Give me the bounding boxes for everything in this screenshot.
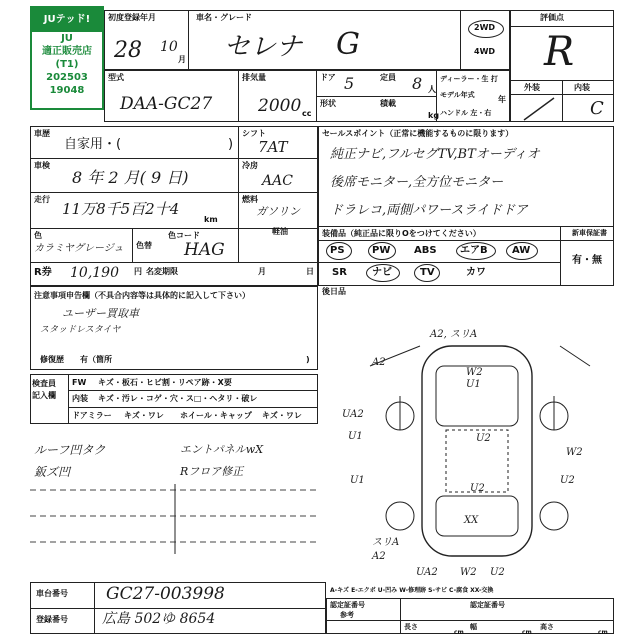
equipment-label: 装備品（純正品に限りOをつけてください） — [322, 229, 481, 238]
car-name-label: 車名・グレード — [196, 13, 252, 22]
inspector-label1: 検査員 — [32, 379, 56, 388]
notes-label: 注意事項申告欄（不具合内容等は具体的に記入して下さい） — [34, 291, 250, 300]
chassis-label: 車台番号 — [36, 589, 68, 598]
height-label: 高さ — [540, 623, 554, 631]
equip-aw: AW — [512, 245, 531, 256]
diagram-legend: A-キズ E-エクボ U-凹み W-修理跡 S-サビ C-腐食 XX-交換 — [330, 587, 494, 594]
badge-num2: 19048 — [49, 85, 85, 96]
mark-u2-mid: U2 — [476, 433, 491, 444]
fuel-value: ガソリン — [256, 205, 300, 218]
remark-right2: Rフロア修正 — [180, 465, 244, 478]
equip-ps: PS — [330, 245, 345, 256]
remark-left2: 鈑ズ凹 — [34, 465, 71, 479]
exterior-label: 外装 — [524, 83, 540, 92]
color-code-value: HAG — [184, 240, 225, 260]
diagram-top-label: A2, スリA — [430, 329, 478, 340]
expiry-month: 月 — [258, 267, 266, 276]
shift-label: シフト — [242, 129, 266, 138]
cert-label: 認定証番号 — [330, 601, 365, 609]
door-label: ドア — [320, 73, 336, 82]
equip-tv: TV — [420, 267, 435, 278]
color-label: 色 — [34, 231, 42, 240]
insp-row2-head: 内装 — [72, 394, 88, 403]
equip-leather: カワ — [466, 267, 486, 278]
sales-label: セールスポイント（正常に機能するものに限ります） — [322, 129, 514, 138]
insp-row3-c: キズ・ワレ — [262, 411, 302, 420]
inspection-label: 車検 — [34, 161, 50, 170]
cm-2: cm — [522, 629, 532, 636]
cc-unit: cc — [302, 109, 312, 118]
displacement-value: 2000 — [258, 96, 302, 116]
reg-year-label: 初度登録年月 — [108, 13, 156, 22]
interior-label: 内装 — [574, 83, 590, 92]
insp-row1: キズ・板石・ヒビ割・リペア跡・X要 — [98, 378, 232, 387]
after-market-label: 後日品 — [322, 287, 346, 296]
interior-grade: C — [590, 98, 604, 119]
mark-u1-left: U1 — [348, 431, 363, 442]
registration-label: 登録番号 — [36, 615, 68, 624]
grade: G — [336, 27, 360, 62]
equip-pw: PW — [372, 245, 391, 256]
drive-4wd: 4WD — [474, 47, 496, 56]
fee-label: 新車保証書 — [572, 229, 607, 237]
remark-left1: ルーフ凹タク — [34, 443, 106, 457]
load-label: 積載 — [380, 99, 396, 108]
color-value: カラミヤグレージュ — [34, 243, 124, 254]
shift-value: 7AT — [258, 138, 288, 156]
door-value: 5 — [344, 74, 355, 93]
insp-row3-a: キズ・ワレ — [124, 411, 164, 420]
usage-value: 自家用・( — [64, 137, 122, 152]
kg-unit: kg — [428, 111, 440, 120]
registration-value: 広島 502ゆ 8654 — [102, 611, 216, 627]
mark-u1-top: U1 — [466, 379, 481, 390]
mark-u2-bottom: U2 — [490, 567, 505, 578]
fuel-label: 燃料 — [242, 195, 258, 204]
displacement-label: 排気量 — [242, 73, 266, 82]
mark-ua2-left: UA2 — [342, 409, 364, 420]
mark-u2-mid2: U2 — [470, 483, 485, 494]
mileage-unit: km — [204, 215, 218, 224]
cm-3: cm — [598, 629, 608, 636]
badge-brand: JUテッド! — [32, 8, 102, 32]
mark-u1-left2: U1 — [350, 475, 365, 486]
badge-ju: JU — [61, 33, 73, 44]
handle-label: ハンドル 左・右 — [440, 109, 492, 117]
usage-close: ) — [228, 137, 234, 152]
repair-label: 修復歴 — [40, 355, 64, 364]
width-label: 幅 — [470, 623, 477, 631]
reg-month: 10 — [160, 39, 178, 55]
recycle-value: 10,190 — [70, 265, 119, 281]
mark-suri-a: スリA — [372, 537, 400, 548]
dealer-badge — [30, 6, 104, 110]
year-unit: 年 — [498, 95, 506, 104]
badge-num1: 202503 — [46, 72, 88, 83]
mark-a2-left: A2 — [372, 357, 386, 368]
fee-value: 有・無 — [572, 255, 602, 266]
drive-2wd: 2WD — [474, 23, 496, 32]
chassis-value: GC27-003998 — [106, 584, 225, 604]
mileage-label: 走行 — [34, 195, 50, 204]
model-year-label: モデル年式 — [440, 91, 475, 99]
shape-label: 形状 — [320, 99, 336, 108]
inspector-label2: 記入欄 — [32, 391, 56, 400]
capacity-value: 8 — [412, 74, 423, 93]
cm-1: cm — [454, 629, 464, 636]
month-unit: 月 — [178, 55, 186, 64]
rating-label: 評価点 — [540, 13, 564, 22]
insp-row1-head: FW — [72, 378, 87, 387]
mark-w2-top: W2 — [466, 367, 483, 378]
repair-value: 有（箇所 — [80, 355, 112, 364]
reg-year: 28 — [114, 38, 142, 63]
remark-right1: エントパネルwX — [180, 443, 264, 456]
recycle-label: R券 — [34, 267, 52, 278]
mark-a2-bottom: A2 — [372, 551, 386, 562]
color-code-label: 色コード — [168, 231, 200, 240]
insp-row3-b: ホイール・キャップ — [180, 411, 252, 420]
equip-abs: ABS — [414, 245, 437, 256]
equip-navi: ナビ — [372, 267, 392, 278]
color-change-label: 色替 — [136, 241, 152, 250]
length-label: 長さ — [404, 623, 418, 631]
rating-value: R — [544, 29, 575, 75]
ref-label: 参考 — [340, 611, 354, 619]
equip-sr: SR — [332, 267, 347, 278]
car-name: セレナ — [224, 32, 303, 62]
aircon-label: 冷房 — [242, 161, 258, 170]
sales-line1: 純正ナビ,フルセグTV,BTオーディオ — [330, 147, 540, 162]
remark-lines — [30, 484, 318, 564]
repair-close: ) — [306, 355, 310, 364]
insp-row2: キズ・汚レ・コゲ・穴・ス□・ヘタリ・破レ — [98, 394, 258, 403]
expiry-day: 日 — [306, 267, 314, 276]
capacity-unit: 人 — [428, 85, 436, 94]
equip-airbag: エアB — [460, 245, 488, 256]
model-value: DAA-GC27 — [120, 94, 213, 114]
expiry-label: 名変期限 — [146, 267, 178, 276]
badge-code: (T1) — [55, 59, 79, 70]
cert-label-2: 認定証番号 — [470, 601, 505, 609]
capacity-label: 定員 — [380, 73, 396, 82]
mileage-value: 11万8千5百2十4 — [62, 200, 180, 218]
aircon-value: AAC — [262, 173, 293, 189]
usage-label: 車歴 — [34, 129, 50, 138]
mark-xx: XX — [464, 515, 479, 526]
mark-ua2-bottom: UA2 — [416, 567, 438, 578]
insp-row3-head: ドアミラー — [72, 411, 112, 420]
light-oil: 軽油 — [272, 227, 288, 236]
notes-line2: スタッドレスタイヤ — [40, 325, 121, 335]
mark-w2-right: W2 — [566, 447, 583, 458]
mark-u2-right: U2 — [560, 475, 575, 486]
sales-line3: ドラレコ,両側パワースライドドア — [330, 203, 528, 218]
recycle-yen: 円 — [134, 267, 142, 276]
dealer-label: ディーラー・生 打 — [440, 75, 498, 83]
model-label: 型式 — [108, 73, 124, 82]
notes-line1: ユーザー買取車 — [62, 307, 139, 320]
inspection-value: 8 年 2 月( 9 日) — [72, 168, 189, 187]
badge-dealer: 適正販売店 — [42, 46, 92, 57]
mark-w2-bottom: W2 — [460, 567, 477, 578]
sales-line2: 後席モニター,全方位モニター — [330, 175, 504, 190]
